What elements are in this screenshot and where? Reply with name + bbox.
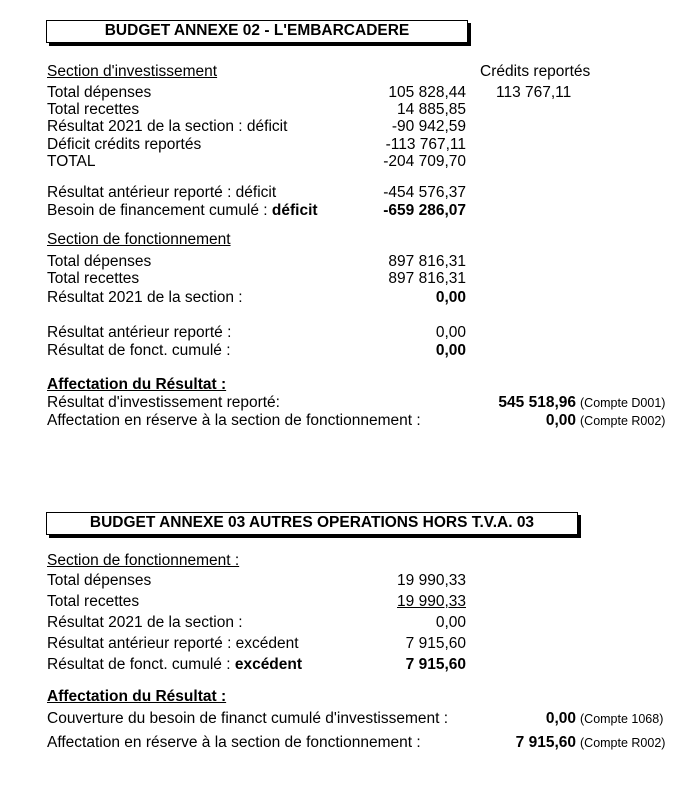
b03-row-value: 7 915,60 bbox=[405, 635, 466, 652]
b03-aff-row-compte: (Compte R002) bbox=[580, 736, 666, 750]
b02-fonct-row-value: 897 816,31 bbox=[388, 253, 466, 270]
b02-inv-header: Section d'investissement bbox=[47, 63, 218, 80]
b02-fonct-ant-value: 0,00 bbox=[435, 324, 466, 341]
b02-credits-value: 113 767,11 bbox=[496, 84, 572, 101]
b03-row-label: Total dépenses bbox=[47, 572, 152, 589]
b02-besoin-value: -659 286,07 bbox=[383, 202, 466, 219]
b03-title: BUDGET ANNEXE 03 AUTRES OPERATIONS HORS T.V.A. 03 bbox=[46, 512, 578, 535]
b03-row-label: Résultat 2021 de la section : bbox=[47, 614, 243, 631]
b02-fonct-ant-label: Résultat antérieur reporté : bbox=[47, 324, 232, 341]
b02-fonct-cum-value: 0,00 bbox=[435, 342, 466, 359]
b02-inv-row-value: -113 767,11 bbox=[385, 136, 466, 153]
b03-row-value: 19 990,33 bbox=[397, 572, 466, 589]
b03-row-label: Résultat antérieur reporté : excédent bbox=[47, 635, 299, 652]
b02-aff-header: Affectation du Résultat : bbox=[47, 376, 227, 393]
b03-cum-label bbox=[47, 656, 302, 673]
b03-fonct-header: Section de fonctionnement : bbox=[47, 552, 240, 569]
b02-inv-row-value: 105 828,44 bbox=[388, 84, 466, 101]
b02-inv-row-label: Total recettes bbox=[47, 101, 140, 118]
b02-ant-label: Résultat antérieur reporté : déficit bbox=[47, 184, 277, 201]
b03-aff-header: Affectation du Résultat : bbox=[47, 688, 227, 705]
b02-inv-row-label: TOTAL bbox=[47, 153, 96, 170]
b03-cum-label-bold: excédent bbox=[234, 656, 303, 673]
b02-aff-row-value: 545 518,96 bbox=[498, 394, 576, 411]
b02-fonct-row-label: Résultat 2021 de la section : bbox=[47, 289, 243, 306]
b02-title: BUDGET ANNEXE 02 - L'EMBARCADERE bbox=[46, 20, 468, 43]
b02-inv-row-label: Total dépenses bbox=[47, 84, 152, 101]
b02-inv-row-value: -204 709,70 bbox=[383, 153, 466, 170]
b02-inv-row-value: -90 942,59 bbox=[391, 118, 466, 135]
b03-cum-label-text: Résultat de fonct. cumulé : bbox=[47, 656, 235, 673]
b02-aff-row-label: Résultat d'investissement reporté: bbox=[47, 394, 280, 411]
b02-aff-row-value: 0,00 bbox=[545, 412, 576, 429]
b02-fonct-cum-label: Résultat de fonct. cumulé : bbox=[47, 342, 231, 359]
b02-aff-row-label: Affectation en réserve à la section de fonctionnement : bbox=[47, 412, 421, 429]
b02-aff-row-compte: (Compte D001) bbox=[580, 396, 666, 410]
b02-fonct-row-label: Total recettes bbox=[47, 270, 140, 287]
b03-aff-row-value: 0,00 bbox=[545, 710, 576, 727]
b02-besoin-label-text: Besoin de financement cumulé : bbox=[47, 202, 272, 219]
b02-ant-value: -454 576,37 bbox=[383, 184, 466, 201]
b02-inv-row-label: Résultat 2021 de la section : déficit bbox=[47, 118, 288, 135]
b02-besoin-label-bold: déficit bbox=[271, 202, 318, 219]
b03-row-value: 0,00 bbox=[435, 614, 466, 631]
b03-aff-row-value: 7 915,60 bbox=[515, 734, 576, 751]
b03-aff-row-label: Couverture du besoin de financt cumulé d'investissement : bbox=[47, 710, 449, 727]
b02-fonct-row-label: Total dépenses bbox=[47, 253, 152, 270]
b02-besoin-label bbox=[47, 202, 318, 219]
b02-inv-row-value: 14 885,85 bbox=[397, 101, 466, 118]
b02-fonct-header: Section de fonctionnement bbox=[47, 231, 231, 248]
b03-cum-value: 7 915,60 bbox=[405, 656, 466, 673]
b02-credits-header: Crédits reportés bbox=[480, 63, 591, 80]
b03-aff-row-label: Affectation en réserve à la section de fonctionnement : bbox=[47, 734, 421, 751]
b03-aff-row-compte: (Compte 1068) bbox=[580, 712, 664, 726]
b02-inv-row-label: Déficit crédits reportés bbox=[47, 136, 202, 153]
b03-row-value: 19 990,33 bbox=[397, 593, 466, 610]
b03-row-label: Total recettes bbox=[47, 593, 140, 610]
b02-aff-row-compte: (Compte R002) bbox=[580, 414, 666, 428]
b02-fonct-row-value: 897 816,31 bbox=[388, 270, 466, 287]
b02-fonct-row-value: 0,00 bbox=[435, 289, 466, 306]
